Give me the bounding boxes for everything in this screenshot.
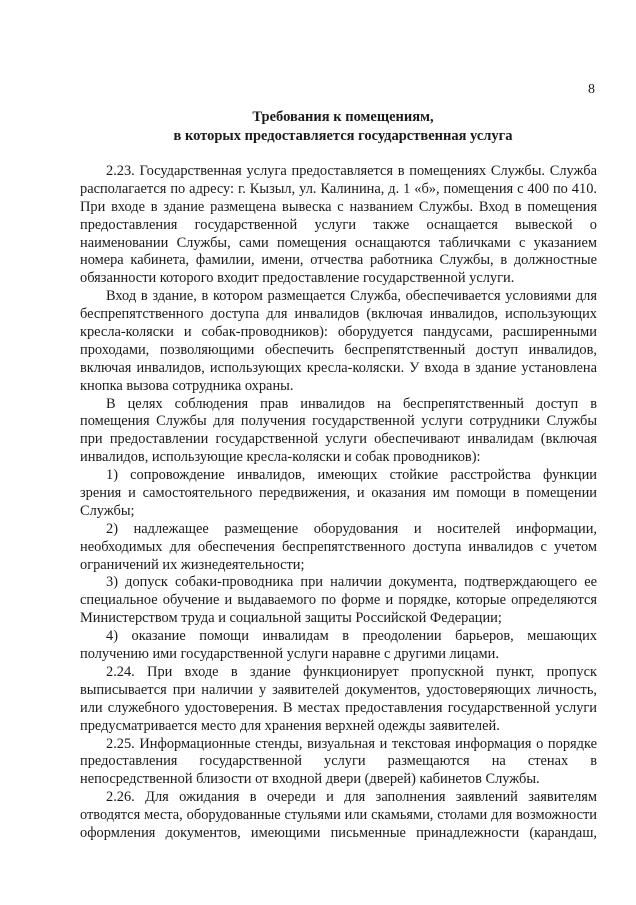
text-line: 2) надлежащее размещение оборудования и носителей информации,	[106, 520, 597, 537]
text-line: непосредственной близости от входной двери (дверей) кабинетов Службы.	[80, 771, 540, 788]
text-line: номера кабинета, фамилии, имени, отчества работника Службы, в должностные	[80, 252, 597, 269]
text-line: предоставления государственной услуги размещаются на стенах в	[80, 753, 597, 770]
text-line: получению ими государственной услуги наравне с другими лицами.	[80, 646, 499, 663]
text-line: специальное обучение и выдаваемого по форме и порядке, которые определяются	[80, 592, 597, 609]
text-line: предусматривается место для хранения верхней одежды заявителей.	[80, 717, 500, 734]
text-line: В целях соблюдения прав инвалидов на беспрепятственный доступ в	[106, 395, 597, 412]
text-line: инвалидов, использующие кресла-коляски и собак проводников):	[80, 449, 481, 466]
section-heading-line-1: Требования к помещениям,	[252, 109, 434, 125]
text-line: Службы;	[80, 502, 135, 519]
text-line: выписывается при наличии у заявителей документов, удостоверяющих личность,	[80, 681, 597, 698]
text-line: ограничений их жизнедеятельности;	[80, 556, 305, 573]
text-line: 4) оказание помощи инвалидам в преодолении барьеров, мешающих	[106, 628, 597, 645]
text-line: кнопка вызова сотрудника охраны.	[80, 377, 294, 394]
text-line: наименовании Службы, сами помещения оснащаются табличками с указанием	[80, 234, 597, 251]
text-line: беспрепятственного доступа для инвалидов (включая инвалидов, использующих	[80, 306, 597, 323]
text-line: 2.25. Информационные стенды, визуальная и текстовая информация о порядке	[106, 735, 597, 752]
text-line: обязанности которого входит предоставление государственной услуги.	[80, 270, 515, 287]
text-line: проходами, позволяющими обеспечить беспрепятственный доступ инвалидов,	[80, 341, 597, 358]
text-line: включая инвалидов, использующих кресла-коляски. У входа в здание установлена	[80, 359, 597, 376]
body-text	[80, 163, 597, 843]
text-line: необходимых для обеспечения беспрепятственного доступа инвалидов с учетом	[80, 538, 597, 555]
text-line: кресла-коляски и собак-проводников): оборудуется пандусами, расширенными	[80, 324, 597, 341]
text-line: 2.24. При входе в здание функционирует пропускной пункт, пропуск	[106, 663, 597, 680]
text-line: оформления документов, имеющими письменные принадлежности (карандаш,	[80, 824, 597, 841]
text-line: предоставления государственной услуги также оснащается вывеской о	[80, 216, 597, 233]
text-line: Министерством труда и социальной защиты Российской Федерации;	[80, 610, 502, 627]
text-line: 3) допуск собаки-проводника при наличии документа, подтверждающего ее	[106, 574, 597, 591]
text-line: 2.23. Государственная услуга предоставляется в помещениях Службы. Служба	[106, 163, 597, 179]
text-line: 2.26. Для ожидания в очереди и для заполнения заявлений заявителям	[106, 789, 597, 806]
text-line: при предоставлении государственной услуги обеспечивают инвалидам (включая	[80, 431, 597, 448]
text-line: При входе в здание размещена вывеска с названием Службы. Вход в помещения	[80, 198, 597, 215]
text-line: располагается по адресу: г. Кызыл, ул. Калинина, д. 1 «б», помещения с 400 по 410.	[80, 180, 597, 197]
section-heading-line-2: в которых предоставляется государственная услуга	[173, 128, 513, 144]
text-line: зрения и самостоятельного передвижения, и оказания им помощи в помещении	[80, 485, 597, 502]
text-line: отводятся места, оборудованные стульями или скамьями, столами для возможности	[80, 807, 597, 824]
text-line: Вход в здание, в котором размещается Служба, обеспечивается условиями для	[106, 288, 597, 305]
text-line: помещения Службы для получения государственной услуги сотрудники Службы	[80, 413, 597, 430]
text-line: или служебного удостоверения. В местах предоставления государственной услуги	[80, 699, 597, 716]
text-line: 1) сопровождение инвалидов, имеющих стойкие расстройства функции	[106, 467, 597, 484]
page-number: 8	[588, 82, 595, 97]
